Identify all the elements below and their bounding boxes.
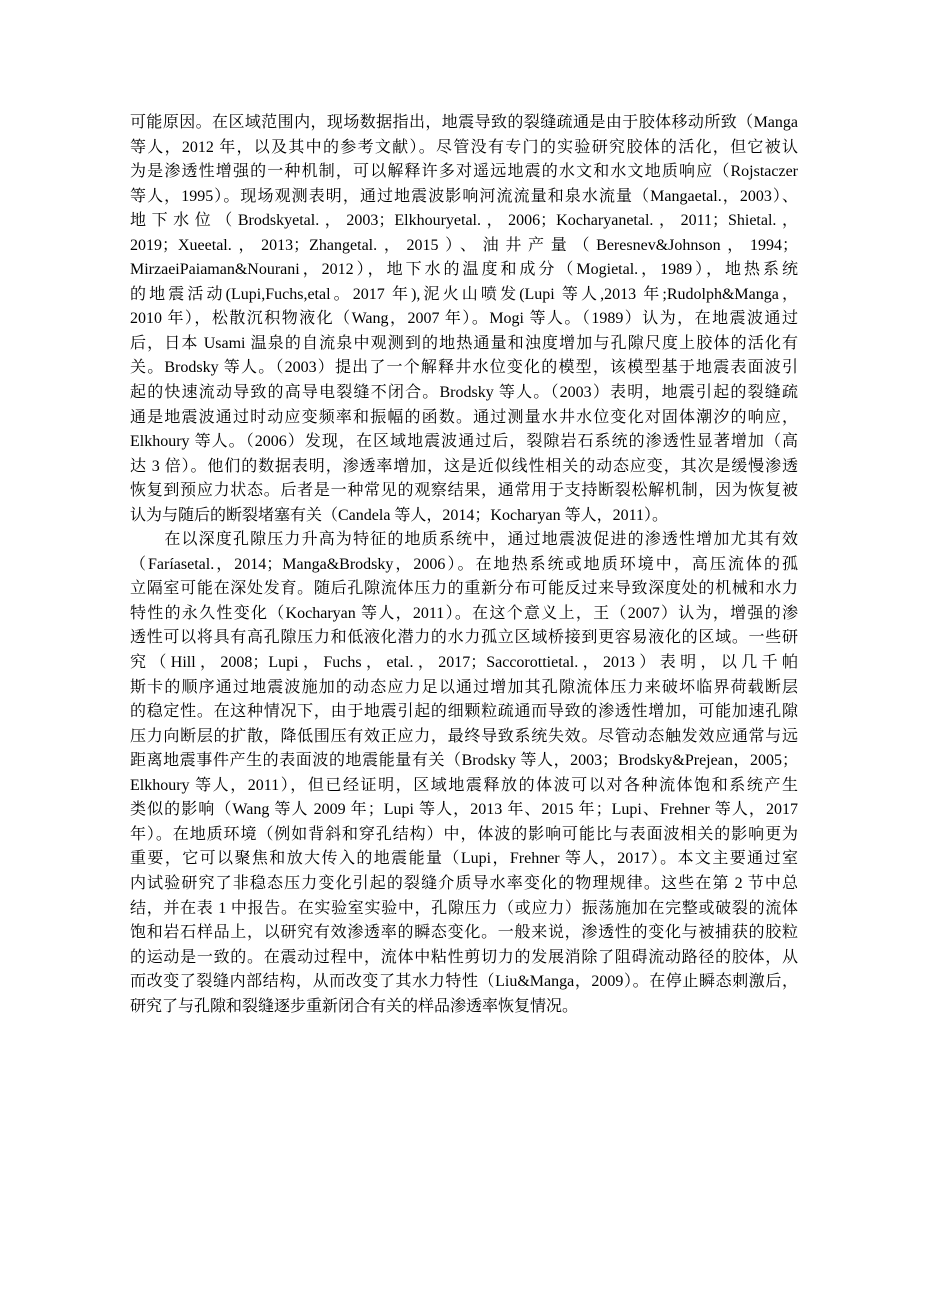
text-line: （Faríasetal.，2014；Manga&Brodsky，2006）。在地热系统或地质环境中，高压流体的孤 bbox=[130, 555, 798, 573]
text-line: 透性可以将具有高孔隙压力和低液化潜力的水力孤立区域桥接到更容易液化的区域。一些研 bbox=[130, 629, 798, 647]
text-line: 等人，2012 年，以及其中的参考文献）。尽管没有专门的实验研究胶体的活化，但它被认 bbox=[130, 138, 798, 156]
text-line: 内试验研究了非稳态压力变化引起的裂缝介质导水率变化的物理规律。这些在第 2 节中总 bbox=[130, 874, 798, 892]
text-line: 立隔室可能在深处发育。随后孔隙流体压力的重新分布可能反过来导致深度处的机械和水力 bbox=[130, 580, 798, 598]
text-line: 在以深度孔隙压力升高为特征的地质系统中，通过地震波促进的渗透性增加尤其有效 bbox=[130, 531, 798, 549]
text-line: 达 3 倍）。他们的数据表明，渗透率增加，这是近似线性相关的动态应变，其次是缓慢渗透 bbox=[130, 457, 798, 475]
text-line: 的地震活动(Lupi,Fuchs,etal。2017 年),泥火山喷发(Lupi 等人,2013 年;Rudolph&Manga， bbox=[130, 285, 798, 303]
text-line: 关。Brodsky 等人。（2003）提出了一个解释井水位变化的模型，该模型基于地震表面波引 bbox=[130, 359, 798, 377]
text-line: Elkhoury 等人，2011），但已经证明，区域地震释放的体波可以对各种流体饱和系统产生 bbox=[130, 776, 798, 794]
text-line: 距离地震事件产生的表面波的地震能量有关（Brodsky 等人，2003；Brodsky&Prejean，2005； bbox=[130, 752, 798, 770]
text-line: 2010 年），松散沉积物液化（Wang，2007 年）。Mogi 等人。（1989）认为，在地震波通过 bbox=[130, 310, 798, 328]
paragraph-1 bbox=[130, 111, 798, 528]
text-line: 研究了与孔隙和裂缝逐步重新闭合有关的样品渗透率恢复情况。 bbox=[130, 997, 579, 1015]
text-line: 斯卡的顺序通过地震波施加的动态应力足以通过增加其孔隙流体压力来破坏临界荷载断层 bbox=[130, 678, 798, 696]
text-line: 恢复到预应力状态。后者是一种常见的观察结果，通常用于支持断裂松解机制，因为恢复被 bbox=[130, 482, 798, 500]
text-line: 认为与随后的断裂堵塞有关（Candela 等人，2014；Kocharyan 等人，2011）。 bbox=[130, 506, 669, 524]
text-line: 为是渗透性增强的一种机制，可以解释许多对遥远地震的水文和水文地质响应（Rojstaczer bbox=[130, 163, 798, 181]
text-line: 结，并在表 1 中报告。在实验室实验中，孔隙压力（或应力）振荡施加在完整或破裂的流体 bbox=[130, 899, 798, 917]
text-line: 后，日本 Usami 温泉的自流泉中观测到的地热通量和浊度增加与孔隙尺度上胶体的活化有 bbox=[130, 334, 798, 352]
text-line: 而改变了裂缝内部结构，从而改变了其水力特性（Liu&Manga，2009）。在停止瞬态刺激后， bbox=[130, 973, 798, 991]
text-line: 的稳定性。在这种情况下，由于地震引起的细颗粒疏通而导致的渗透性增加，可能加速孔隙 bbox=[130, 703, 798, 721]
paragraph-2 bbox=[130, 528, 798, 1019]
text-line: 通是地震波通过时动应变频率和振幅的函数。通过测量水井水位变化对固体潮汐的响应， bbox=[130, 408, 798, 426]
text-line: 的运动是一致的。在震动过程中，流体中粘性剪切力的发展消除了阻碍流动路径的胶体，从 bbox=[130, 948, 798, 966]
text-line: 地下水位（Brodskyetal.，2003；Elkhouryetal.，2006；Kocharyanetal.，2011；Shietal.， bbox=[130, 212, 798, 230]
text-line: 可能原因。在区域范围内，现场数据指出，地震导致的裂缝疏通是由于胶体移动所致（Manga bbox=[130, 114, 798, 131]
text-block bbox=[130, 111, 798, 1019]
text-line: 饱和岩石样品上，以研究有效渗透率的瞬态变化。一般来说，渗透性的变化与被捕获的胶粒 bbox=[130, 924, 798, 942]
text-line: 究（Hill，2008；Lupi，Fuchs，etal.，2017；Saccorottietal.，2013）表明，以几千帕 bbox=[130, 654, 798, 672]
text-line: 起的快速流动导致的高导电裂缝不闭合。Brodsky 等人。（2003）表明，地震引起的裂缝疏 bbox=[130, 384, 798, 402]
text-line: 年）。在地质环境（例如背斜和穿孔结构）中，体波的影响可能比与表面波相关的影响更为 bbox=[130, 825, 798, 843]
text-line: 特性的永久性变化（Kocharyan 等人，2011）。在这个意义上，王（2007）认为，增强的渗 bbox=[130, 604, 798, 622]
text-line: 2019；Xueetal.，2013；Zhangetal.，2015）、油井产量（Beresnev&Johnson，1994； bbox=[130, 236, 798, 254]
text-line: MirzaeiPaiaman&Nourani，2012），地下水的温度和成分（Mogietal.，1989），地热系统 bbox=[130, 261, 798, 279]
text-line: 类似的影响（Wang 等人 2009 年；Lupi 等人，2013 年、2015 年；Lupi、Frehner 等人，2017 bbox=[130, 801, 798, 819]
text-line: 重要，它可以聚焦和放大传入的地震能量（Lupi，Frehner 等人，2017）。本文主要通过室 bbox=[130, 850, 798, 868]
text-line: 压力向断层的扩散，降低围压有效正应力，最终导致系统失效。尽管动态触发效应通常与远 bbox=[130, 727, 798, 745]
text-line: Elkhoury 等人。（2006）发现，在区域地震波通过后，裂隙岩石系统的渗透性显著增加（高 bbox=[130, 433, 798, 451]
text-line: 等人，1995）。现场观测表明，通过地震波影响河流流量和泉水流量（Mangaetal.，2003）、 bbox=[130, 187, 798, 205]
